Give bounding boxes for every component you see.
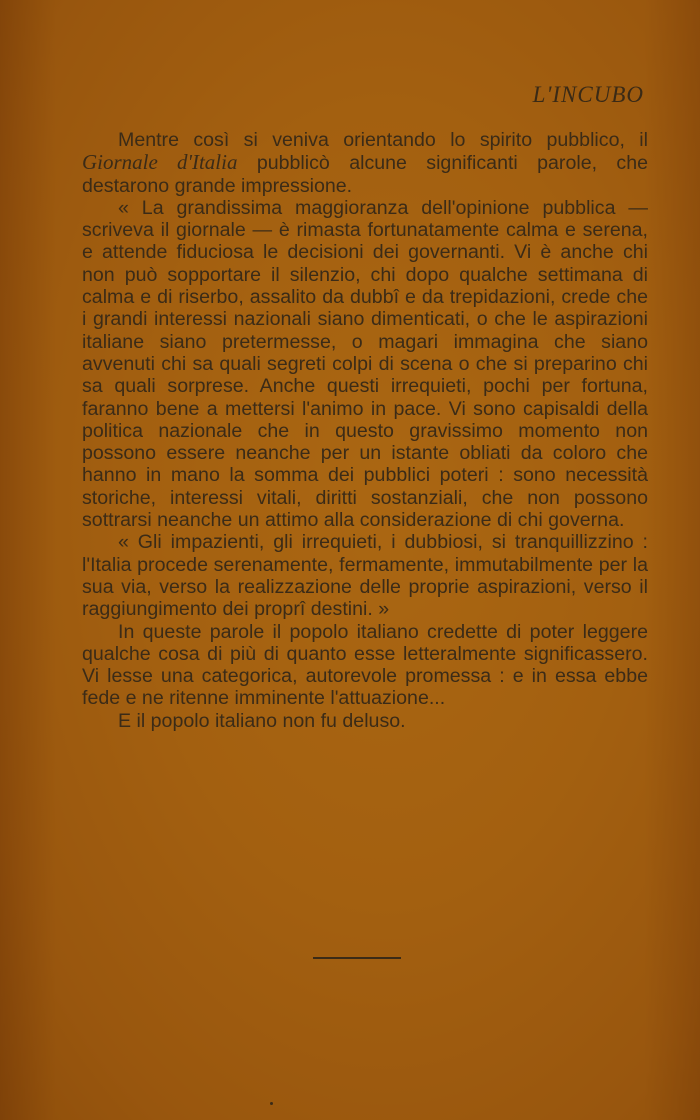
paragraph-5: E il popolo italiano non fu deluso. [118, 709, 406, 732]
paragraph-2: « La grandissima maggioranza dell'opinione pubblica — scriveva il giornale — è rimasta fortunatamente calma e serena, e attende fiduciosa le decisioni dei governanti. Vi è anche chi non può sopportare il silenzio, chi dopo qualche settimana di calma e di riserbo, assalito da dubbî e da trepidazioni, crede che i grandi interessi nazionali siano dimenticati, o che le aspirazioni italiane siano pretermesse, o magari immagina che siano avvenuti chi sa quali segreti colpi di scena o che si preparino chi sa quali sorprese. Anche questi irrequieti, pochi per fortuna, faranno bene a mettersi l'animo in pace. Vi sono capisaldi della politica nazionale che in questo gravissimo momento non possono essere neanche per un istante obliati da coloro che hanno in mano la somma dei pubblici poteri : sono necessità storiche, interessi vitali, diritti sostanziali, che non possono sottrarsi neanche un attimo alla considerazione di chi governa. [82, 196, 648, 532]
section-divider [313, 957, 401, 959]
newspaper-title: Giornale d'Italia [82, 150, 238, 175]
running-header: L'INCUBO [532, 82, 644, 107]
paragraph-4: In queste parole il popolo italiano credette di poter leggere qualche cosa di più di quanto esse letteralmente significassero. Vi lesse una categorica, autorevole promessa : e in essa ebbe fede e ne ritenne imminente l'attuazione... [82, 620, 648, 710]
paragraph-3: « Gli impazienti, gli irrequieti, i dubbiosi, si tranquillizzino : l'Italia procede serenamente, fermamente, immutabilmente per la sua via, verso la realizzazione delle proprie aspirazioni, verso il raggiungimento dei proprî destini. » [82, 531, 648, 621]
body-text [82, 129, 648, 732]
page-speck [270, 1102, 273, 1105]
paragraph-1 [82, 129, 648, 197]
paragraph-1-text-b: pubblicò alcune significanti parole, che destarono grande impressione. [82, 152, 648, 197]
paragraph-1-text-a: Mentre così si veniva orientando lo spirito pubblico, il [118, 129, 648, 151]
